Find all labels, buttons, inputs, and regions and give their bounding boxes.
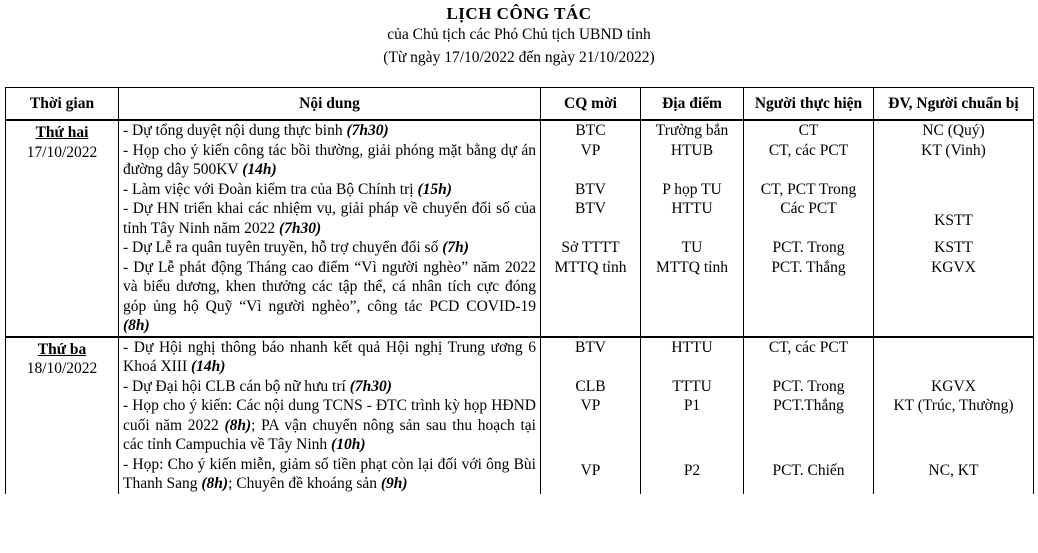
day-cell [6,337,119,494]
day-date: 18/10/2022 [26,360,98,377]
day-cell [6,120,119,337]
time-label: (15h) [417,180,452,198]
table-row [6,199,1034,238]
inviter-cell: BTV [541,199,641,238]
table-row [6,455,1034,494]
table-row [6,238,1034,258]
location-cell: P2 [641,455,744,494]
table-row [6,377,1034,397]
inviter-cell: BTV [541,337,641,377]
content-cell: - Họp: Cho ý kiến miễn, giảm số tiền phạt còn lại đối với ông Bùi Thanh Sang (8h); Chuyên đề khoáng sản (9h) [119,455,541,494]
table-row [6,337,1034,377]
executor-cell: CT [744,120,874,141]
content-cell: - Họp cho ý kiến công tác bồi thường, giải phóng mặt bằng dự án đường dây 500KV (14h) [119,141,541,180]
table-row [6,120,1034,141]
inviter-cell: BTV [541,180,641,200]
preparer-cell: KT (Trúc, Thường) [874,396,1034,455]
content-cell: - Dự HN triển khai các nhiệm vụ, giải pháp về chuyển đổi số của tỉnh Tây Ninh năm 2022 (7h30) [119,199,541,238]
preparer-cell: KGVX [874,377,1034,397]
content-cell: - Làm việc với Đoàn kiểm tra của Bộ Chính trị (15h) [119,180,541,200]
location-cell: Trường bắn [641,120,744,141]
content-cell: - Dự Lễ ra quân tuyên truyền, hỗ trợ chuyển đổi số (7h) [119,238,541,258]
col-header-time: Thời gian [6,88,119,121]
table-row [6,258,1034,337]
inviter-cell: VP [541,396,641,455]
time-label: (7h) [442,239,469,256]
inviter-cell: BTC [541,120,641,141]
time-label: (14h) [191,358,226,375]
executor-cell: CT, các PCT [744,337,874,377]
executor-cell: PCT.Thắng [744,396,874,455]
table-row [6,141,1034,180]
time-label: (7h30) [346,122,389,139]
day-date: 17/10/2022 [26,143,98,161]
table-row [6,396,1034,455]
time-label: (9h) [380,475,408,492]
preparer-cell: KT (Vinh) [874,141,1034,180]
location-cell: HTUB [641,141,744,180]
content-cell: - Dự Hội nghị thông báo nhanh kết quả Hội nghị Trung ương 6 Khoá XIII (14h) [119,337,541,377]
content-cell: - Dự Đại hội CLB cán bộ nữ hưu trí (7h30) [119,377,541,397]
inviter-cell: Sở TTTT [541,238,641,258]
location-cell: TTTU [641,377,744,397]
inviter-cell: CLB [541,377,641,397]
executor-cell: PCT. Trong [744,238,874,258]
location-cell: MTTQ tỉnh [641,258,744,337]
time-label: (10h) [331,436,366,453]
content-cell: - Dự tổng duyệt nội dung thực binh (7h30) [119,120,541,141]
preparer-cell: KSTT [874,238,1034,258]
time-label: (8h) [201,475,229,492]
day-name: Thứ ba [37,340,87,358]
executor-cell: Các PCT [744,199,874,238]
executor-cell: PCT. Thắng [744,258,874,337]
location-cell: P1 [641,396,744,455]
time-label: (14h) [242,161,277,178]
col-header-preparer: ĐV, Người chuẩn bị [874,88,1034,121]
preparer-cell [874,337,1034,377]
location-cell: HTTU [641,337,744,377]
preparer-cell [874,180,1034,200]
date-range: (Từ ngày 17/10/2022 đến ngày 21/10/2022) [383,49,655,66]
col-header-executor: Người thực hiện [744,88,874,121]
time-label: (8h) [224,416,252,434]
location-cell: P họp TU [641,180,744,200]
preparer-cell: KGVX [874,258,1034,337]
time-label: (8h) [123,317,150,334]
executor-cell: CT, PCT Trong [744,180,874,200]
inviter-cell: VP [541,455,641,494]
executor-cell: CT, các PCT [744,141,874,180]
day-name: Thứ hai [35,124,89,141]
table-header-row [6,88,1034,121]
inviter-cell: MTTQ tỉnh [541,258,641,337]
preparer-cell: KSTT [874,199,1034,238]
location-cell: TU [641,238,744,258]
page-subtitle: của Chủ tịch các Phó Chủ tịch UBND tỉnh [387,26,651,43]
inviter-cell: VP [541,141,641,180]
col-header-location: Địa điểm [641,88,744,121]
time-label: (7h30) [349,377,392,395]
content-cell: - Họp cho ý kiến: Các nội dung TCNS - ĐTC trình kỳ họp HĐND cuối năm 2022 (8h); PA vận chuyển nông sản sau thu hoạch tại các tỉnh Campuchia về Tây Ninh (10h) [119,396,541,455]
col-header-content: Nội dung [119,88,541,121]
preparer-cell: NC (Quý) [874,120,1034,141]
col-header-inviter: CQ mời [541,88,641,121]
time-label: (7h30) [279,219,322,237]
schedule-table [5,87,1034,494]
executor-cell: PCT. Trong [744,377,874,397]
executor-cell: PCT. Chiến [744,455,874,494]
page-title: LỊCH CÔNG TÁC [446,4,592,23]
table-row [6,180,1034,200]
location-cell: HTTU [641,199,744,238]
preparer-cell: NC, KT [874,455,1034,494]
content-cell: - Dự Lễ phát động Tháng cao điểm “Vì người nghèo” năm 2022 và biểu dương, khen thưởng các tập thể, cá nhân tích cực đóng góp ủng hộ Quỹ “Vì người nghèo”, công tác PCD COVID-19 (8h) [119,258,541,337]
